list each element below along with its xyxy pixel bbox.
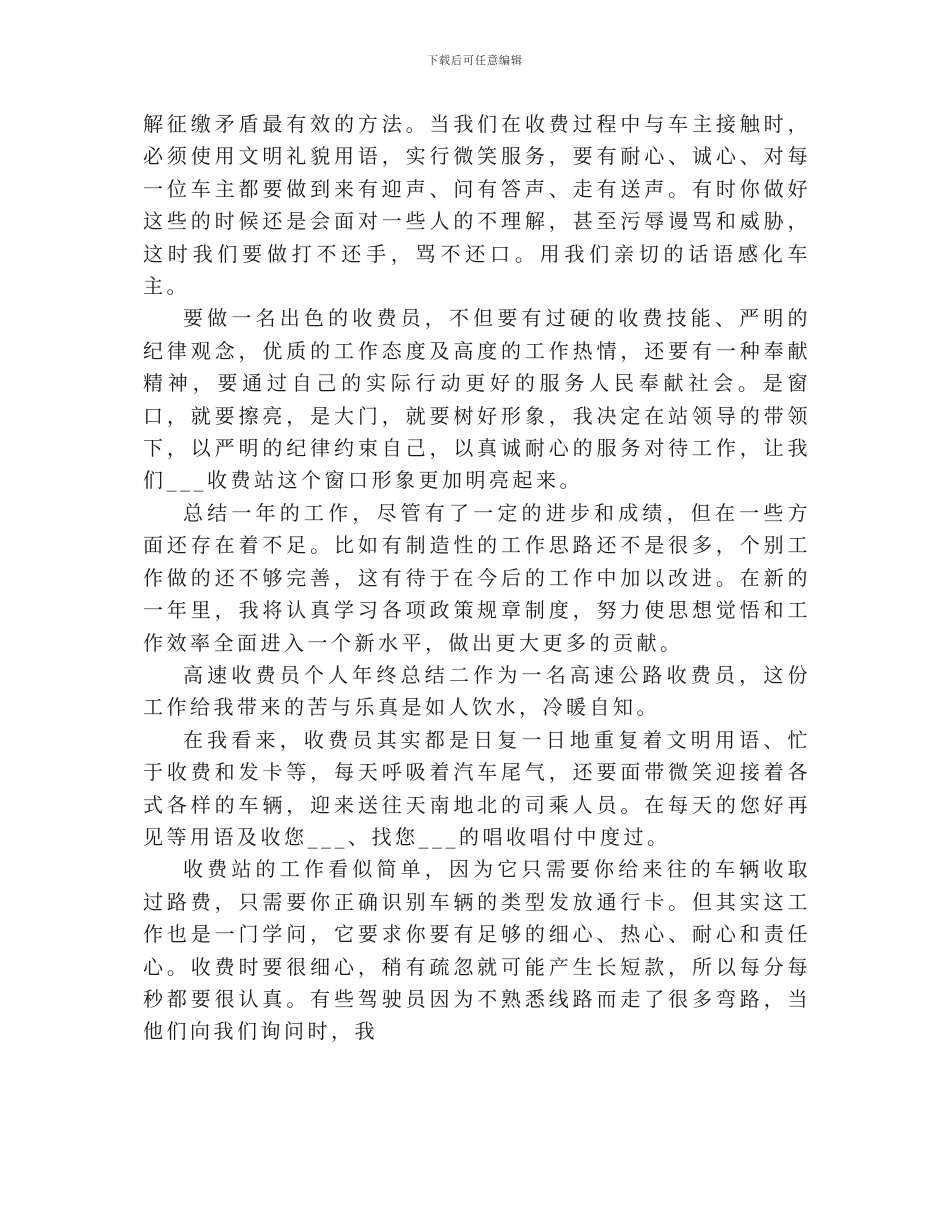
paragraph: 高速收费员个人年终总结二作为一名高速公路收费员，这份工作给我带来的苦与乐真是如人饮水，冷暖自知。 bbox=[143, 662, 811, 720]
paragraph: 要做一名出色的收费员，不但要有过硬的收费技能、严明的纪律观念，优质的工作态度及高度的工作热情，还要有一种奉献精神，要通过自己的实际行动更好的服务人民奉献社会。是窗口，就要擦亮，是大门，就要树好形象，我决定在站领导的带领下，以严明的纪律约束自己，以真诚耐心的服务对待工作，让我们___收费站这个窗口形象更加明亮起来。 bbox=[143, 306, 811, 493]
paragraph-continued: 解征缴矛盾最有效的方法。当我们在收费过程中与车主接触时，必须使用文明礼貌用语，实行微笑服务，要有耐心、诚心、对每一位车主都要做到来有迎声、问有答声、走有送声。有时你做好这些的时候还是会面对一些人的不理解，甚至污辱谩骂和威胁，这时我们要做打不还手，骂不还口。用我们亲切的话语感化车主。 bbox=[143, 112, 811, 299]
page-header: 下载后可任意编辑 bbox=[427, 54, 523, 67]
document-body bbox=[143, 108, 811, 1048]
paragraph: 总结一年的工作，尽管有了一定的进步和成绩，但在一些方面还存在着不足。比如有制造性的工作思路还不是很多，个别工作做的还不够完善，这有待于在今后的工作中加以改进。在新的一年里，我将认真学习各项政策规章制度，努力使思想觉悟和工作效率全面进入一个新水平，做出更大更多的贡献。 bbox=[143, 500, 811, 655]
paragraph: 收费站的工作看似简单，因为它只需要你给来往的车辆收取过路费，只需要你正确识别车辆的类型发放通行卡。但其实这工作也是一门学问，它要求你要有足够的细心、热心、耐心和责任心。收费时要很细心，稍有疏忽就可能产生长短款，所以每分每秒都要很认真。有些驾驶员因为不熟悉线路而走了很多弯路，当他们向我们询问时，我 bbox=[143, 857, 811, 1044]
paragraph: 在我看来，收费员其实都是日复一日地重复着文明用语、忙于收费和发卡等，每天呼吸着汽车尾气，还要面带微笑迎接着各式各样的车辆，迎来送往天南地北的司乘人员。在每天的您好再见等用语及收您___、找您___的唱收唱付中度过。 bbox=[143, 727, 811, 849]
